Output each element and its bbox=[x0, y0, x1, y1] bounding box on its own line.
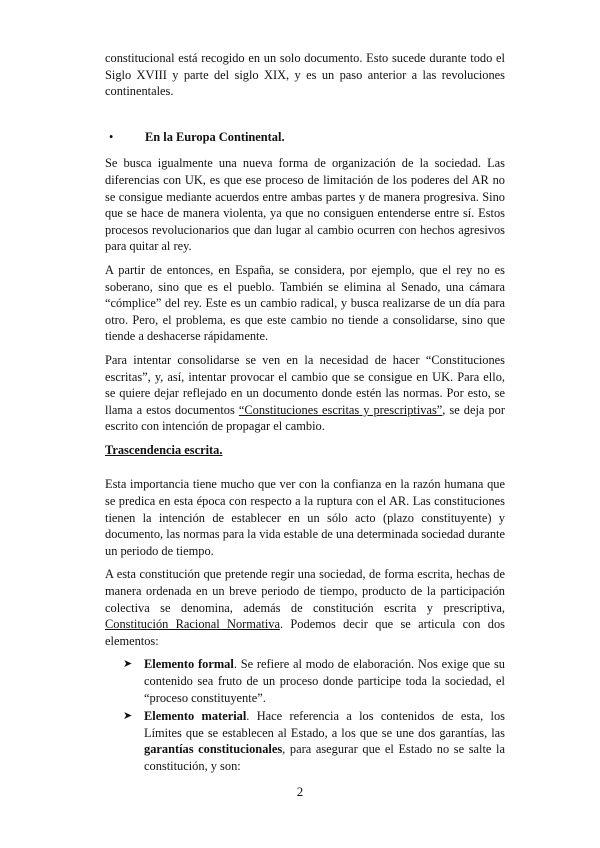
paragraph-rational-normative bbox=[105, 566, 505, 649]
arrow-bullet-icon: ➤ bbox=[123, 658, 133, 671]
spacer bbox=[105, 107, 505, 129]
list-item-text: . Se refiere al modo de elaboración. Nos exige que su contenido sea fruto de un proceso donde participe toda la sociedad, el “proceso constituyente”. bbox=[144, 657, 505, 705]
paragraph-intro: constitucional está recogido en un solo documento. Esto sucede durante todo el Siglo XVIII y parte del siglo XIX, y es un paso anterior a las revoluciones continentales. bbox=[105, 51, 505, 99]
paragraph-written-constitutions bbox=[105, 352, 505, 435]
bullet-heading-continental bbox=[105, 129, 505, 146]
p5-text-before: A esta constitución que pretende regir una sociedad, de forma escrita, hechas de manera ordenada en un breve periodo de tiempo, producto de la participación colectiva se denomina, además de constitución escrita y prescriptiva, bbox=[105, 567, 505, 615]
p5-text-after: . Podemos decir que se articula con dos elementos: bbox=[105, 617, 505, 648]
list-item-term: Elemento formal bbox=[144, 657, 234, 672]
p3-text-after: , se deja por escrito con intención de propagar el cambio. bbox=[105, 402, 505, 434]
elements-list bbox=[105, 656, 505, 774]
bullet-icon: • bbox=[109, 129, 114, 144]
section-heading-trascendencia: Trascendencia escrita. bbox=[105, 442, 223, 457]
p3-text-before: Para intentar consolidarse se ven en la necesidad de hacer “Constituciones escritas”, y, así, intentar provocar el cambio que se consigue en UK. Para ello, se quiere dejar reflejado en un documento donde estén las normas. Por esto, se llama a estos documentos bbox=[105, 352, 505, 417]
arrow-bullet-icon: ➤ bbox=[123, 710, 133, 723]
list-item-text: . Hace referencia a los contenidos de esta, los Límites que se establecen al Estado, a los que se une dos garantías, las bbox=[144, 709, 506, 740]
page-number: 2 bbox=[296, 784, 304, 799]
list-item-tail: , para asegurar que el Estado no se salte la constitución, y son: bbox=[144, 742, 505, 773]
paragraph-importance: Esta importancia tiene mucho que ver con la confianza en la razón humana que se predica en esta época con respecto a la ruptura con el AR. Las constituciones tienen la intención de establecer en un sólo acto (plazo constituyente) y documento, las normas para la vida estable de una determinada sociedad durante un periodo de tiempo. bbox=[105, 477, 505, 558]
list-item-term: Elemento material bbox=[144, 709, 247, 724]
bullet-heading-text: En la Europa Continental. bbox=[145, 129, 285, 144]
paragraph-differences: Se busca igualmente una nueva forma de organización de la sociedad. Las diferencias con UK, es que ese proceso de limitación de los poderes del AR no se consigue mediante acuerdos entre ambas partes y de manera progresiva. Sino que se hace de manera violenta, ya que no consiguen entenderse entre sí. Estos procesos revolucionarios que dan lugar al cambio ocurren con hechos agresivos para quitar al rey. bbox=[105, 156, 505, 254]
p5-underlined-term: Constitución Racional Normativa bbox=[105, 617, 280, 632]
page-content bbox=[105, 50, 505, 777]
list-item-strong: garantías constitucionales bbox=[144, 742, 283, 757]
list-item-material bbox=[105, 708, 505, 774]
paragraph-spain: A partir de entonces, en España, se considera, por ejemplo, que el rey no es soberano, sino que es el pueblo. También se elimina al Senado, una cámara “cómplice” del rey. Este es un cambio radical, y busca realizarse de un día para otro. Pero, el problema, es que este cambio no tiende a consolidarse, sino que tiende a deshacerse rápidamente. bbox=[105, 262, 505, 344]
p3-underlined-term: “Constituciones escritas y prescriptivas” bbox=[238, 402, 443, 417]
list-item-formal bbox=[105, 656, 505, 706]
